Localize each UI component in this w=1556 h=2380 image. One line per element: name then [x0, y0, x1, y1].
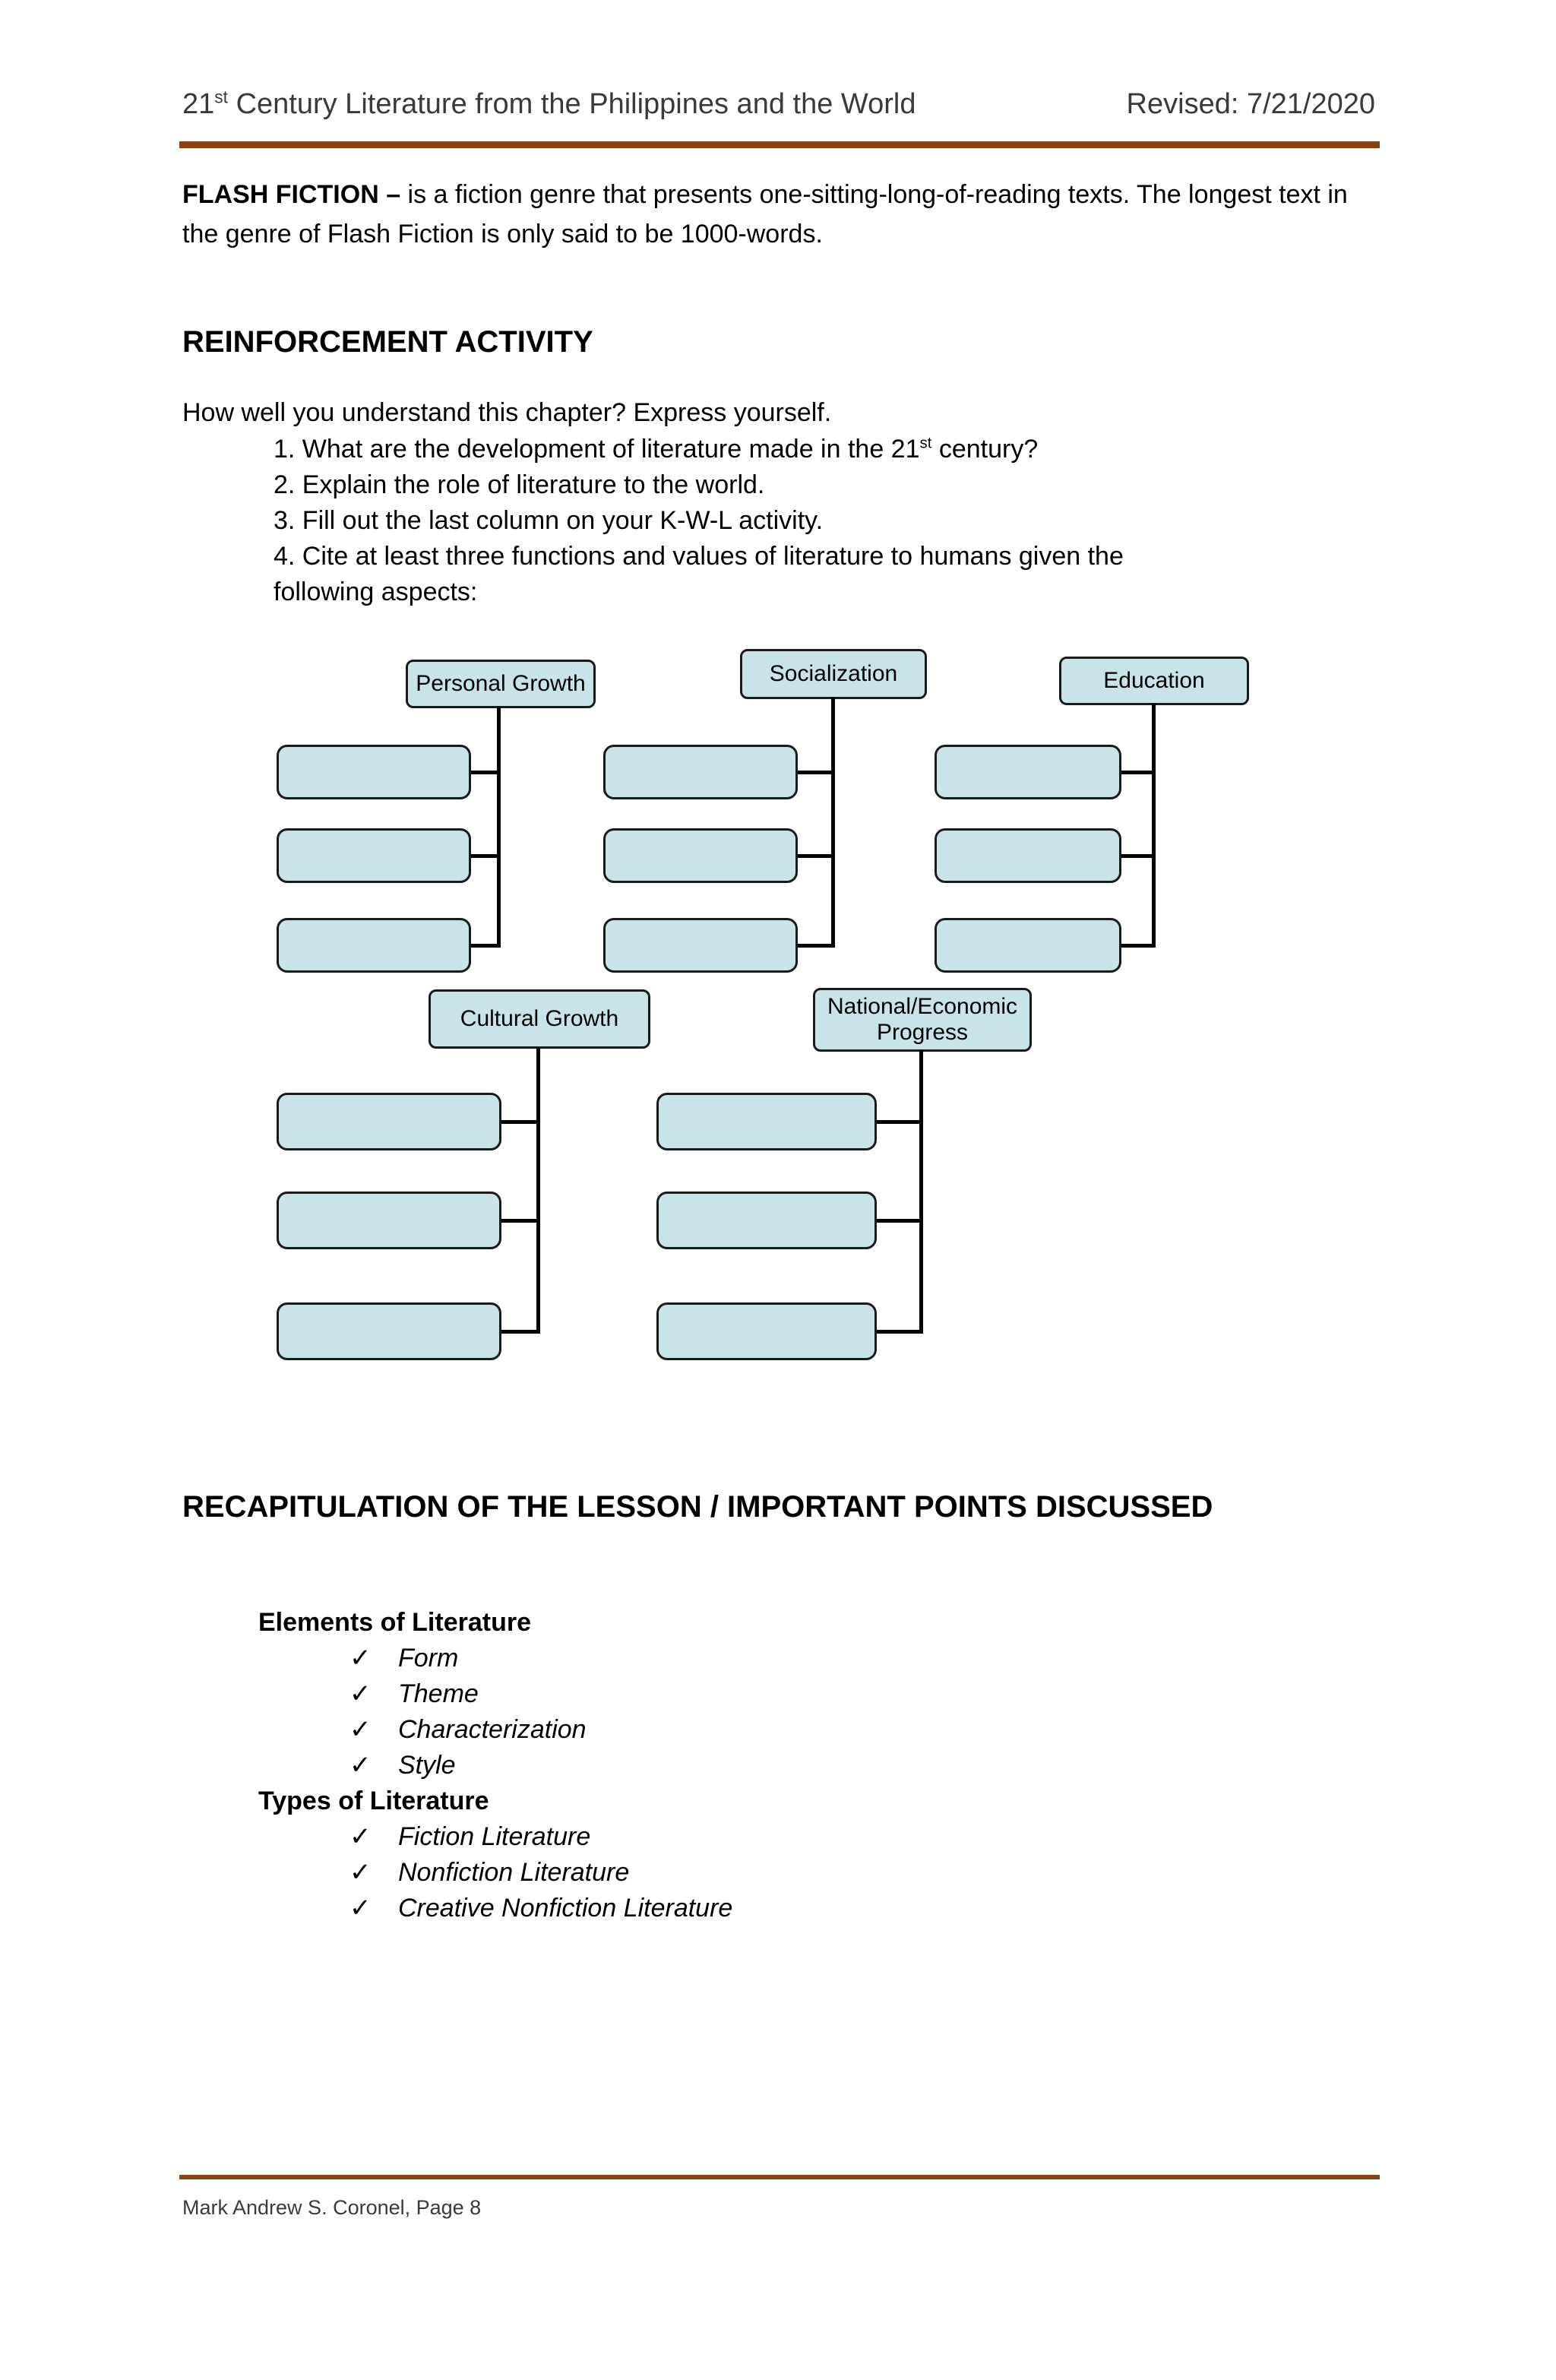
recap-item-theme: [258, 1676, 732, 1712]
question-3: 3. Fill out the last column on your K-W-L activity.: [274, 506, 824, 535]
recap-item-label: Fiction Literature: [398, 1822, 591, 1851]
answer-box: [277, 828, 471, 883]
label-box-education: [1059, 657, 1249, 705]
recap-item-creative-nonfiction: [258, 1891, 732, 1926]
connector-line: [875, 1120, 922, 1124]
connector-line: [1120, 854, 1155, 858]
check-icon: ✓: [349, 1894, 372, 1923]
flash-fiction-paragraph: [182, 175, 1383, 254]
recap-item-label: Characterization: [398, 1715, 587, 1744]
question-1-suffix: century?: [931, 435, 1039, 464]
header-title-ordinal: st: [214, 87, 229, 107]
flash-fiction-definition: is a fiction genre that presents one-sitting-long-of-reading texts. The longest text in the genre of Flash Fiction is only said to be 1000-words.: [182, 180, 1348, 248]
answer-box: [603, 745, 798, 799]
label-box-personal-growth: [406, 660, 596, 708]
header-title-text: Century Literature from the Philippines and the World: [228, 88, 916, 120]
answer-box: [656, 1093, 877, 1150]
check-icon: ✓: [349, 1644, 372, 1673]
connector-vertical: [536, 1047, 540, 1334]
recap-item-style: [258, 1748, 732, 1783]
label-national-economic-progress: National/Economic Progress: [827, 994, 1018, 1045]
connector-line: [1120, 771, 1155, 774]
recap-item-label: Theme: [398, 1679, 479, 1708]
label-box-cultural-growth: [429, 989, 650, 1049]
question-1: [274, 432, 1337, 467]
answer-box: [656, 1192, 877, 1249]
answer-box: [277, 1192, 501, 1249]
header-revised-date: Revised: 7/21/2020: [1126, 88, 1375, 120]
recap-list: [258, 1605, 732, 1926]
connector-line: [500, 1219, 539, 1223]
connector-line: [470, 854, 500, 858]
recap-item-label: Creative Nonfiction Literature: [398, 1894, 733, 1923]
question-4-line-1: 4. Cite at least three functions and values of literature to humans given the: [274, 542, 1124, 571]
recap-item-label: Form: [398, 1644, 459, 1673]
reinforcement-activity-heading: REINFORCEMENT ACTIVITY: [182, 325, 593, 359]
answer-box: [277, 1093, 501, 1150]
connector-vertical: [831, 698, 835, 948]
recap-item-label: Nonfiction Literature: [398, 1858, 630, 1887]
recap-item-characterization: [258, 1712, 732, 1748]
label-education: Education: [1103, 668, 1205, 693]
label-personal-growth: Personal Growth: [416, 671, 586, 696]
answer-box: [603, 918, 798, 973]
question-1-text: 1. What are the development of literature made in the 21: [274, 435, 920, 464]
question-4-line-2: following aspects:: [274, 578, 478, 606]
connector-line: [470, 944, 500, 948]
answer-box: [277, 918, 471, 973]
answer-box: [935, 745, 1121, 799]
question-list: [274, 432, 1337, 610]
reinforcement-prompt: How well you understand this chapter? Express yourself.: [182, 398, 832, 427]
recap-item-fiction: [258, 1819, 732, 1855]
answer-box: [935, 918, 1121, 973]
connector-line: [875, 1330, 922, 1334]
recap-item-nonfiction: [258, 1855, 732, 1891]
answer-box: [656, 1302, 877, 1360]
connector-vertical: [1152, 704, 1156, 948]
connector-line: [470, 771, 500, 774]
connector-line: [500, 1120, 539, 1124]
header-title: [182, 88, 916, 121]
header-rule: [179, 141, 1380, 148]
connector-line: [875, 1219, 922, 1223]
types-of-literature-title: Types of Literature: [258, 1787, 489, 1815]
check-icon: ✓: [349, 1679, 372, 1708]
check-icon: ✓: [349, 1751, 372, 1780]
connector-line: [796, 771, 834, 774]
recap-item-label: Style: [398, 1751, 456, 1780]
check-icon: ✓: [349, 1715, 372, 1744]
footer-credit: Mark Andrew S. Coronel, Page 8: [182, 2196, 482, 2219]
question-2: 2. Explain the role of literature to the world.: [274, 470, 765, 499]
connector-vertical: [919, 1050, 923, 1334]
answer-box: [603, 828, 798, 883]
aspects-diagram: [0, 646, 1556, 1398]
footer-rule: [179, 2175, 1380, 2179]
connector-line: [796, 854, 834, 858]
check-icon: ✓: [349, 1858, 372, 1887]
header-title-number: 21: [182, 88, 215, 120]
flash-fiction-term: FLASH FICTION –: [182, 180, 401, 209]
connector-line: [500, 1330, 539, 1334]
check-icon: ✓: [349, 1822, 372, 1851]
question-1-ordinal: st: [919, 435, 932, 452]
recap-item-form: [258, 1641, 732, 1676]
recapitulation-heading: RECAPITULATION OF THE LESSON / IMPORTANT POINTS DISCUSSED: [182, 1490, 1213, 1524]
connector-vertical: [497, 707, 501, 948]
answer-box: [277, 745, 471, 799]
elements-of-literature-title: Elements of Literature: [258, 1608, 531, 1637]
answer-box: [277, 1302, 501, 1360]
connector-line: [796, 944, 834, 948]
label-socialization: Socialization: [769, 661, 898, 686]
label-cultural-growth: Cultural Growth: [460, 1006, 619, 1031]
label-box-socialization: [740, 649, 927, 699]
connector-line: [1120, 944, 1155, 948]
label-box-national-economic-progress: [813, 988, 1032, 1052]
answer-box: [935, 828, 1121, 883]
